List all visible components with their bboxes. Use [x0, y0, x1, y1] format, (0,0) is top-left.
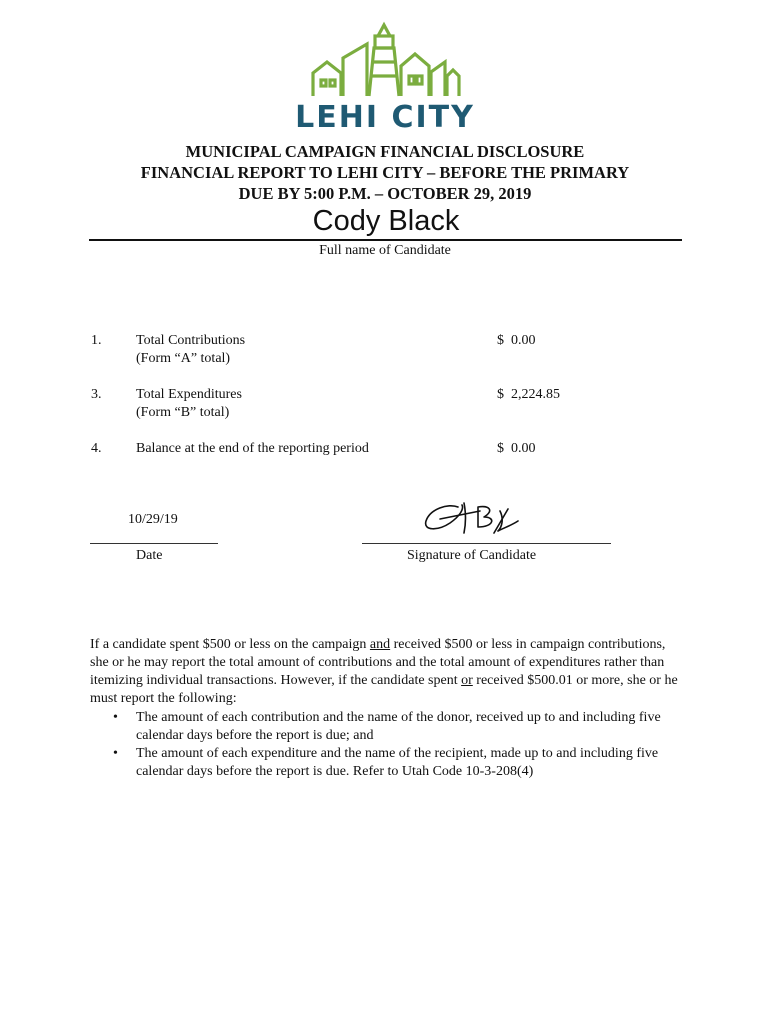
- signature-line: [362, 543, 611, 544]
- bullet-2-text: The amount of each expenditure and the name of the recipient, made up to and including five calendar days before the report is due. Refer to Utah Code 10-3-208(4): [136, 746, 659, 779]
- logo-wordmark: LEHI CITY: [295, 100, 475, 135]
- item-1-amount: $ 0.00: [497, 333, 536, 348]
- item-3-amount: $ 2,224.85: [497, 387, 560, 402]
- notice-or-emphasis: or: [461, 673, 473, 688]
- item-3-number: 3.: [91, 387, 102, 402]
- item-3-sublabel: (Form “B” total): [136, 405, 230, 420]
- item-4-number: 4.: [91, 441, 102, 456]
- item-4-amount: $ 0.00: [497, 441, 536, 456]
- notice-and-emphasis: and: [369, 637, 391, 652]
- date-line: [90, 543, 218, 544]
- candidate-signature-image: [420, 497, 525, 539]
- candidate-name: Cody Black: [312, 205, 460, 237]
- form-subtitle: FINANCIAL REPORT TO LEHI CITY – BEFORE THE PRIMARY: [140, 163, 630, 182]
- form-title: MUNICIPAL CAMPAIGN FINANCIAL DISCLOSURE: [185, 142, 585, 161]
- candidate-name-caption: Full name of Candidate: [319, 243, 451, 258]
- bullet-1-marker: •: [113, 710, 118, 725]
- candidate-name-underline: [89, 239, 682, 241]
- date-label: Date: [136, 548, 163, 563]
- lehi-city-logo: [285, 18, 485, 136]
- signature-date-value: 10/29/19: [128, 512, 178, 527]
- bullet-1-text: The amount of each contribution and the name of the donor, received up to and including five calendar days before the report is due; and: [136, 710, 661, 743]
- item-1-sublabel: (Form “A” total): [136, 351, 231, 366]
- signature-label: Signature of Candidate: [407, 548, 537, 563]
- form-due-date: DUE BY 5:00 P.M. – OCTOBER 29, 2019: [238, 184, 532, 203]
- city-skyline-lighthouse-icon: [285, 18, 485, 100]
- item-1-number: 1.: [91, 333, 102, 348]
- notice-text-1: If a candidate spent $500 or less on the campaign: [90, 637, 370, 652]
- item-4-label: Balance at the end of the reporting period: [136, 441, 369, 456]
- reporting-notice: [90, 636, 680, 708]
- notice-text-2: received $500 or less in campaign contributions, she or he may report the total amount of contributions and the total amount of expenditures rather than itemizing individual transactions. However, if the candidate spent: [90, 637, 666, 688]
- item-3-label: Total Expenditures: [136, 387, 242, 402]
- bullet-2-marker: •: [113, 746, 118, 761]
- notice-text-3: received $500.01 or more, she or he must report the following:: [90, 673, 678, 706]
- item-1-label: Total Contributions: [136, 333, 246, 348]
